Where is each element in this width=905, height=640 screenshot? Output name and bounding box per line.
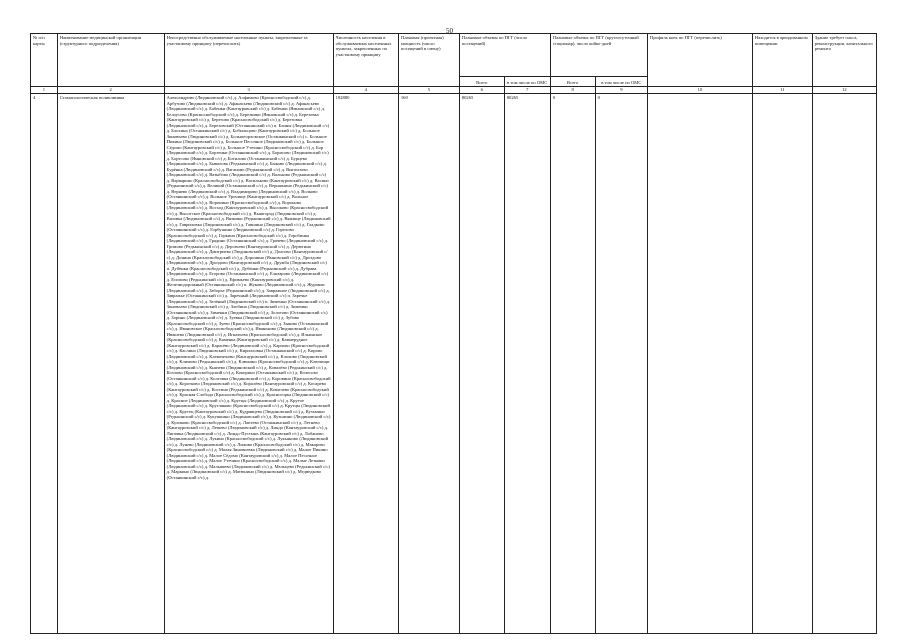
header-beddays: Плановые объемы по ПГГ (круглосуточный стационар), число койко-дней — [550, 34, 647, 77]
column-number: 12 — [812, 87, 876, 94]
column-number: 9 — [595, 87, 647, 94]
row-number: 4 — [31, 94, 58, 634]
column-number: 7 — [504, 87, 550, 94]
repair-value — [812, 94, 876, 634]
capacity-value: 160 — [398, 94, 459, 634]
header-settlements: Непосредственно обслуживаемые населенные пункты, закрепленные за участковому принципу (перечислить) — [164, 34, 333, 87]
beddays-oms-value: 0 — [595, 94, 647, 634]
header-visits-total: Всего — [459, 77, 504, 87]
visits-oms-value: 80265 — [504, 94, 550, 634]
column-number: 10 — [648, 87, 753, 94]
settlements-list: Александрово (Людиновский с/с) д. Алфимово (Красносвободский с/с) д. Арбузово (Людиновский с/с) д. Афанасьево (Людиновский с/с) д. Афанасьево (Людиновский с/с) д. Бабенки (Кантауровский с/с) д. Бабенки (Ямновский с/с) д. Белоусово (Красносвободский с/с) д. Березники (Ямновский с/с) д. Березовка (Кантауровский с/с) д. Березово (Красносвободский с/с) д. Березовка (Людиновский с/с) д. Березовский (Останкинский с/с) п. Блины (Людиновский с/с) д. Блохино (Останкинский с/с) д. Бобыльцово (Кантауровский с/с) д. Большое Зиновьево (Людиновский с/с) д. Большеорловское (Останкинский с/с) с. Большое Пикино (Людиновский с/с) д. Большое Песочное (Людиновский с/с) д. Большое Сёдомо (Кантауровский с/с) д. Большое Утечино (Красносвободский с/с) д. Бор (Людиновский с/с) д. Борзенки (Останкинский с/с) д. Борисово (Людиновский с/с) д. Бортсово (Ямновский с/с) д. Ботилово (Останкинский с/с) д. Бурцево (Людиновский с/с) д. Бывалово (Редькинский с/с) д. Быково (Людиновский с/с) д. Бурёнка (Людиновский с/с) д. Ваганово (Редькинский с/с) д. Выползово (Людиновский с/с) д. Вазыбово (Людиновский с/с) д. Вальково (Редькинский с/с) д. Варварино (Красносвободский с/с) д. Васильково (Кантауровский с/с) д. Васино (Редькинский с/с) д. Великий (Останкинский с/с) д. Вершинино (Редькинский с/с) д. Веряево (Людиновский с/с) д. Владимирово (Людиновский с/с) д. Волково (Останкинский с/с) д. Вольное Урочище (Кантауровский с/с) д. Вольное (Людиновский с/с) д. Воронино (Красносвободский с/с) д. Вороново (Людиновский с/с) д. Восход (Кантауровский с/с) д. Высоково (Красносвободский с/с) д. Высотское (Красносвободский с/с) д. Вышгород (Людиновский с/с) д. Вязовка (Людиновский с/с) д. Вязники (Редькинский с/с) д. Вяжище (Людиновский с/с) д. Гавриловка (Людиновский с/с) д. Гавшино (Людиновский с/с) д. Гладково (Останкинский с/с) д. Горбушино (Людиновский с/с) д. Горелово (Красносвободский с/с) д. Горкино (Красносвободский с/с) д. Горобинка (Людиновский с/с) д. Градино (Останкинский с/с) д. Грачево (Людиновский с/с) д. Громово (Редькинский с/с) д. Дергачево (Кантауровский с/с) д. Дерюгино (Людиновский с/с) д. Дмитриево (Людиновский с/с) д. Долгово (Кантауровский с/с) д. Донино (Красносвободский с/с) д. Доронино (Ямновский с/с) д. Дроздово (Людиновский с/с) д. Дроздово (Кантауровский с/с) д. Дружба (Людиновский с/с) п. Дубёнки (Красносвободский с/с) д. Дубёнки (Редькинский с/с) д. Дубрава (Людиновский с/с) д. Егорово (Останкинский с/с) д. Елизарово (Людиновский с/с) д. Есипово (Редькинский с/с) д. Ефимьево (Кантауровский с/с) д. Железнодорожный (Останкинский с/с) п. Жуково (Людиновский с/с) д. Журавли (Людиновский с/с) д. Заборье (Редькинский с/с) д. Завражное (Людиновский с/с) д. Завражье (Останкинский с/с) д. Заречный (Людиновский с/с) п. Заречье (Людиновский с/с) д. Зелёный (Людиновский с/с) п. Зименки (Останкинский с/с) д. Зиновьево (Людиновский с/с) д. Злобино (Людиновский с/с) д. Зименки (Останкинский с/с) д. Зименки (Людиновский с/с) д. Золотово (Останкинский с/с) д. Зорино (Людиновский с/с) д. Зуевка (Людиновский с/с) д. Зубово (Красносвободский с/с) д. Зуево (Красносвободский с/с) д. Зыково (Останкинский с/с) д. Ивановское (Красносвободский с/с) д. Иваньково (Людиновский с/с) д. Ивашево (Людиновский с/с) д. Игнатьево (Красносвободский с/с) д. Ильинское (Красносвободский с/с) д. Каменка (Кантауровский с/с) д. Камнерудное (Кантауровский с/с) д. Карасёво (Людиновский с/с) д. Карпово (Красносвободский с/с) д. Каслино (Людиновский с/с) д. Кирилловка (Останкинский с/с) д. Кирово (Людиновский с/с) д. Клементьево (Кантауровский с/с) д. Клоково (Людиновский с/с) д. Климово (Редькинский с/с) д. Клюкино (Красносвободский с/с) д. Ключищи (Людиновский с/с) д. Князево (Людиновский с/с) д. Ковалёво (Редькинский с/с) д. Козлово (Красносвободский с/с) д. Кокорино (Останкинский с/с) д. Колесово (Останкинский с/с) д. Колтовка (Людиновский с/с) д. Коровино (Красносвободский с/с) д. Коротково (Людиновский с/с) д. Королёво (Кантауровский с/с) д. Косарево (Кантауровский с/с) д. Костино (Редькинский с/с) д. Кошелево (Красносвободский с/с) д. Красная Слобода (Красносвободский с/с) д. Красногорка (Людиновский с/с) д. Красное (Людиновский с/с) д. Крутцы (Людиновский с/с) д. Крутое (Людиновский с/с) д. Кругляково (Красносвободский с/с) д. Крутцы (Людиновский с/с) д. Крутец (Кантауровский с/с) д. Кудрявцево (Людиновский с/с) д. Кузьмино (Редькинский с/с) д. Кукушкино (Людиновский с/с) д. Кузьмино (Людиновский с/с) д. Куликово (Красносвободский с/с) д. Лаптево (Останкинский с/с) д. Летнево (Кантауровский с/с) д. Лешево (Людиновский с/с) д. Линдо (Кантауровский с/с) д. Липовка (Людиновский с/с) д. Линдо-Пустынь (Кантауровский с/с) д. Лобаново (Людиновский с/с) д. Лукино (Красносвободский с/с) д. Лукьяново (Людиновский с/с) д. Лунево (Людиновский с/с) д. Лыково (Красносвободский с/с) д. Макарово (Красносвободский с/с) д. Малая Зиновьевка (Людиновский с/с) д. Малое Пикино (Людиновский с/с) д. Малое Сёдомо (Кантауровский с/с) д. Малое Песочное (Людиновский с/с) д. Малое Утечино (Красносвободский с/с) д. Малые Летники (Людиновский с/с) д. Малышево (Людиновский с/с) д. Мальцево (Редькинский с/с) д. Маркино (Людиновский с/с) д. Матюнино (Людиновский с/с) д. Медведково (Останкинский с/с) д. — [164, 94, 333, 634]
header-row — [31, 34, 877, 77]
column-number: 2 — [57, 87, 164, 94]
header-visits-oms: в том числе по ОМС — [504, 77, 550, 87]
column-number: 3 — [164, 87, 333, 94]
rented-value — [752, 94, 812, 634]
beddays-total-value: 0 — [550, 94, 595, 634]
header-population: Численность населения в обслуживаемых населенных пунктах, закрепленных по участковому принципу — [333, 34, 398, 87]
column-number: 11 — [752, 87, 812, 94]
column-number-row — [31, 87, 877, 94]
org-name: Стоматологическая поликлиника — [57, 94, 164, 634]
column-number: 6 — [459, 87, 504, 94]
bed-profile-value — [648, 94, 753, 634]
header-capacity: Плановая (проектная) мощность (число посещений в смену) — [398, 34, 459, 87]
table-row — [31, 94, 877, 634]
column-number: 1 — [31, 87, 58, 94]
column-number: 5 — [398, 87, 459, 94]
header-org: Наименование медицинской организации (структурного подразделения) — [57, 34, 164, 87]
column-number: 8 — [550, 87, 595, 94]
page-number: 50 — [446, 27, 453, 35]
header-beddays-total: Всего — [550, 77, 595, 87]
header-num: № п/п карты — [31, 34, 58, 87]
facility-table — [30, 33, 877, 634]
header-rented: Находится в арендованном помещении — [752, 34, 812, 87]
header-visits: Плановые объемы по ПГГ (число посещений) — [459, 34, 550, 77]
header-beddays-oms: в том числе по ОМС — [595, 77, 647, 87]
visits-total-value: 80265 — [459, 94, 504, 634]
header-repair: Здание требует сноса, реконструкции, капитального ремонта — [812, 34, 876, 87]
header-bed-profile: Профиль коек по ПГГ (перечислить) — [648, 34, 753, 87]
population-value: 182880 — [333, 94, 398, 634]
column-number: 4 — [333, 87, 398, 94]
